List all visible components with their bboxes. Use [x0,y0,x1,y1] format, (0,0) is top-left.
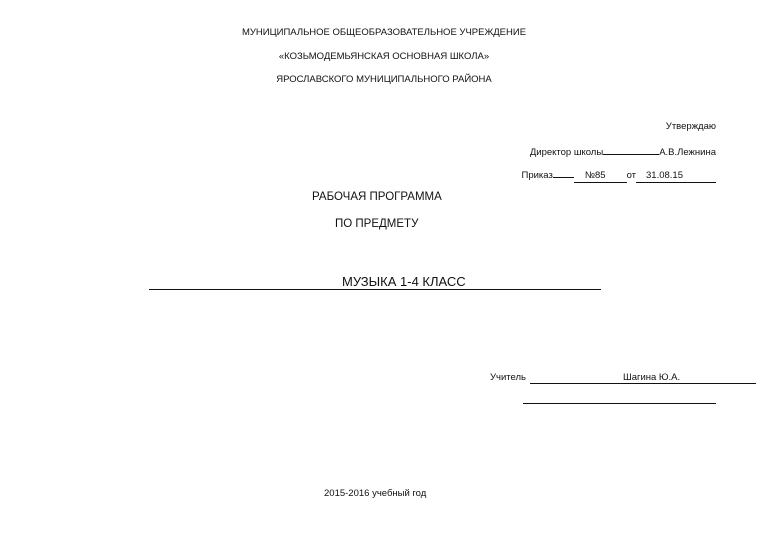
order-date-field [636,170,716,183]
header-line-3: ЯРОСЛАВСКОГО МУНИЦИПАЛЬНОГО РАЙОНА [276,74,492,85]
header-line-1: МУНИЦИПАЛЬНОЕ ОБЩЕОБРАЗОВАТЕЛЬНОЕ УЧРЕЖДЕНИЕ [241,27,527,38]
order-from: от [626,170,637,181]
director-label: Директор школы [529,147,604,158]
extra-underline [523,403,716,404]
teacher-name: Шагина Ю.А. [623,372,681,383]
order-number-field [574,170,627,183]
order-number: №85 [584,170,606,181]
order-blank-1 [553,167,574,178]
header-line-2: «КОЗЬМОДЕМЬЯНСКАЯ ОСНОВНАЯ ШКОЛА» [278,51,490,62]
teacher-field [530,372,756,384]
director-name: А.В.Лежнина [659,147,716,158]
teacher-line [490,372,756,384]
subject-text: МУЗЫКА 1-4 КЛАСС [342,274,466,289]
director-line [530,144,716,159]
order-label: Приказ [521,170,553,181]
program-subtitle: ПО ПРЕДМЕТУ [335,218,419,230]
teacher-label: Учитель [490,372,526,383]
academic-year: 2015-2016 учебный год [324,488,427,499]
director-signature-blank [603,144,659,155]
program-title: РАБОЧАЯ ПРОГРАММА [312,191,442,203]
order-date: 31.08.15 [646,170,683,181]
order-line [521,167,716,183]
subject-field [149,274,601,290]
approval-label: Утверждаю [665,121,716,132]
